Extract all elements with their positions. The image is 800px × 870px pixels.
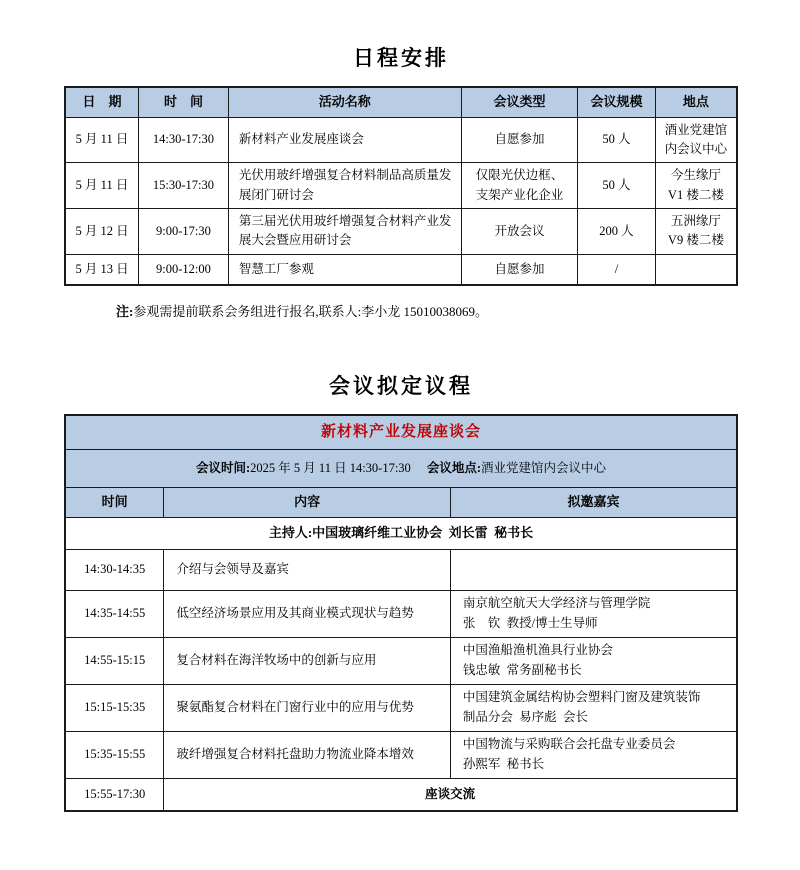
agenda-banner-row [65,415,737,449]
schedule-table [64,86,738,286]
schedule-section-title: 日程安排 [353,46,449,70]
date-cell: 5 月 12 日 [65,209,139,255]
guest-cell [450,549,737,590]
location-cell: 五洲缘厅 V9 楼二楼 [655,209,737,255]
time-cell: 9:00-12:00 [139,254,229,285]
meeting-location-label: 会议地点: [426,460,481,475]
date-cell: 5 月 11 日 [65,117,139,163]
time-cell: 15:35-15:55 [65,731,164,778]
guest-cell: 中国物流与采购联合会托盘专业委员会 孙熙军 秘书长 [450,731,737,778]
content-cell: 聚氨酯复合材料在门窗行业中的应用与优势 [164,684,451,731]
time-cell: 14:30-14:35 [65,549,164,590]
schedule-row-3 [65,209,737,255]
note-text: 参观需提前联系会务组进行报名,联系人:李小龙 15010038069。 [133,304,488,320]
activity-cell: 第三届光伏用玻纤增强复合材料产业发展大会暨应用研讨会 [228,209,461,255]
meeting-time-label: 会议时间: [195,460,251,475]
content-cell: 玻纤增强复合材料托盘助力物流业降本增效 [164,731,451,778]
location-cell: 酒业党建馆 内会议中心 [655,117,737,163]
agenda-row-5 [65,731,737,778]
time-cell: 14:30-17:30 [139,117,229,163]
agenda-table [64,414,738,812]
scale-cell: / [578,254,656,285]
type-cell: 仅限光伏边框、 支架产业化企业 [461,163,577,209]
time-cell: 15:55-17:30 [65,778,164,811]
agenda-header-time: 时间 [65,487,164,517]
document-content [64,42,738,812]
registration-note [116,301,738,320]
date-cell: 5 月 13 日 [65,254,139,285]
agenda-row-4 [65,684,737,731]
time-cell: 14:35-14:55 [65,590,164,637]
type-cell: 自愿参加 [461,254,577,285]
final-content-cell: 座谈交流 [164,778,737,811]
agenda-info-cell [65,449,737,487]
location-cell [655,254,737,285]
schedule-header-activity: 活动名称 [228,87,461,117]
content-cell: 介绍与会领导及嘉宾 [164,549,451,590]
meeting-time-value: 2025 年 5 月 11 日 14:30-17:30 [250,460,411,475]
content-cell: 低空经济场景应用及其商业模式现状与趋势 [164,590,451,637]
guest-cell: 南京航空航天大学经济与管理学院 张 钦 教授/博士生导师 [450,590,737,637]
meeting-location-value: 酒业党建馆内会议中心 [480,460,606,475]
schedule-row-1 [65,117,737,163]
schedule-row-4 [65,254,737,285]
schedule-header-scale: 会议规模 [578,87,656,117]
type-cell: 开放会议 [461,209,577,255]
agenda-row-1 [65,549,737,590]
type-cell: 自愿参加 [461,117,577,163]
agenda-banner-title: 新材料产业发展座谈会 [65,415,737,449]
scale-cell: 50 人 [578,163,656,209]
activity-cell: 新材料产业发展座谈会 [228,117,461,163]
activity-cell: 智慧工厂参观 [228,254,461,285]
agenda-row-3 [65,637,737,684]
schedule-header-type: 会议类型 [461,87,577,117]
content-cell: 复合材料在海洋牧场中的创新与应用 [164,637,451,684]
location-cell: 今生缘厅 V1 楼二楼 [655,163,737,209]
time-cell: 9:00-17:30 [139,209,229,255]
schedule-header-date: 日 期 [65,87,139,117]
schedule-header-row [65,87,737,117]
guest-cell: 中国渔船渔机渔具行业协会 钱忠敏 常务副秘书长 [450,637,737,684]
agenda-section-title: 会议拟定议程 [329,374,473,399]
time-cell: 15:30-17:30 [139,163,229,209]
activity-cell: 光伏用玻纤增强复合材料制品高质量发展闭门研讨会 [228,163,461,209]
agenda-header-guest: 拟邀嘉宾 [450,487,737,517]
date-cell: 5 月 11 日 [65,163,139,209]
agenda-host-row [65,517,737,549]
agenda-header-content: 内容 [164,487,451,517]
agenda-row-2 [65,590,737,637]
scale-cell: 50 人 [578,117,656,163]
guest-cell: 中国建筑金属结构协会塑料门窗及建筑装饰 制品分会 易序彪 会长 [450,684,737,731]
scale-cell: 200 人 [578,209,656,255]
agenda-header-row [65,487,737,517]
agenda-final-row [65,778,737,811]
schedule-header-location: 地点 [655,87,737,117]
schedule-header-time: 时 间 [139,87,229,117]
host-cell: 主持人:中国玻璃纤维工业协会 刘长雷 秘书长 [65,517,737,549]
time-cell: 15:15-15:35 [65,684,164,731]
time-cell: 14:55-15:15 [65,637,164,684]
schedule-row-2 [65,163,737,209]
note-label: 注: [116,304,134,320]
agenda-info-row [65,449,737,487]
